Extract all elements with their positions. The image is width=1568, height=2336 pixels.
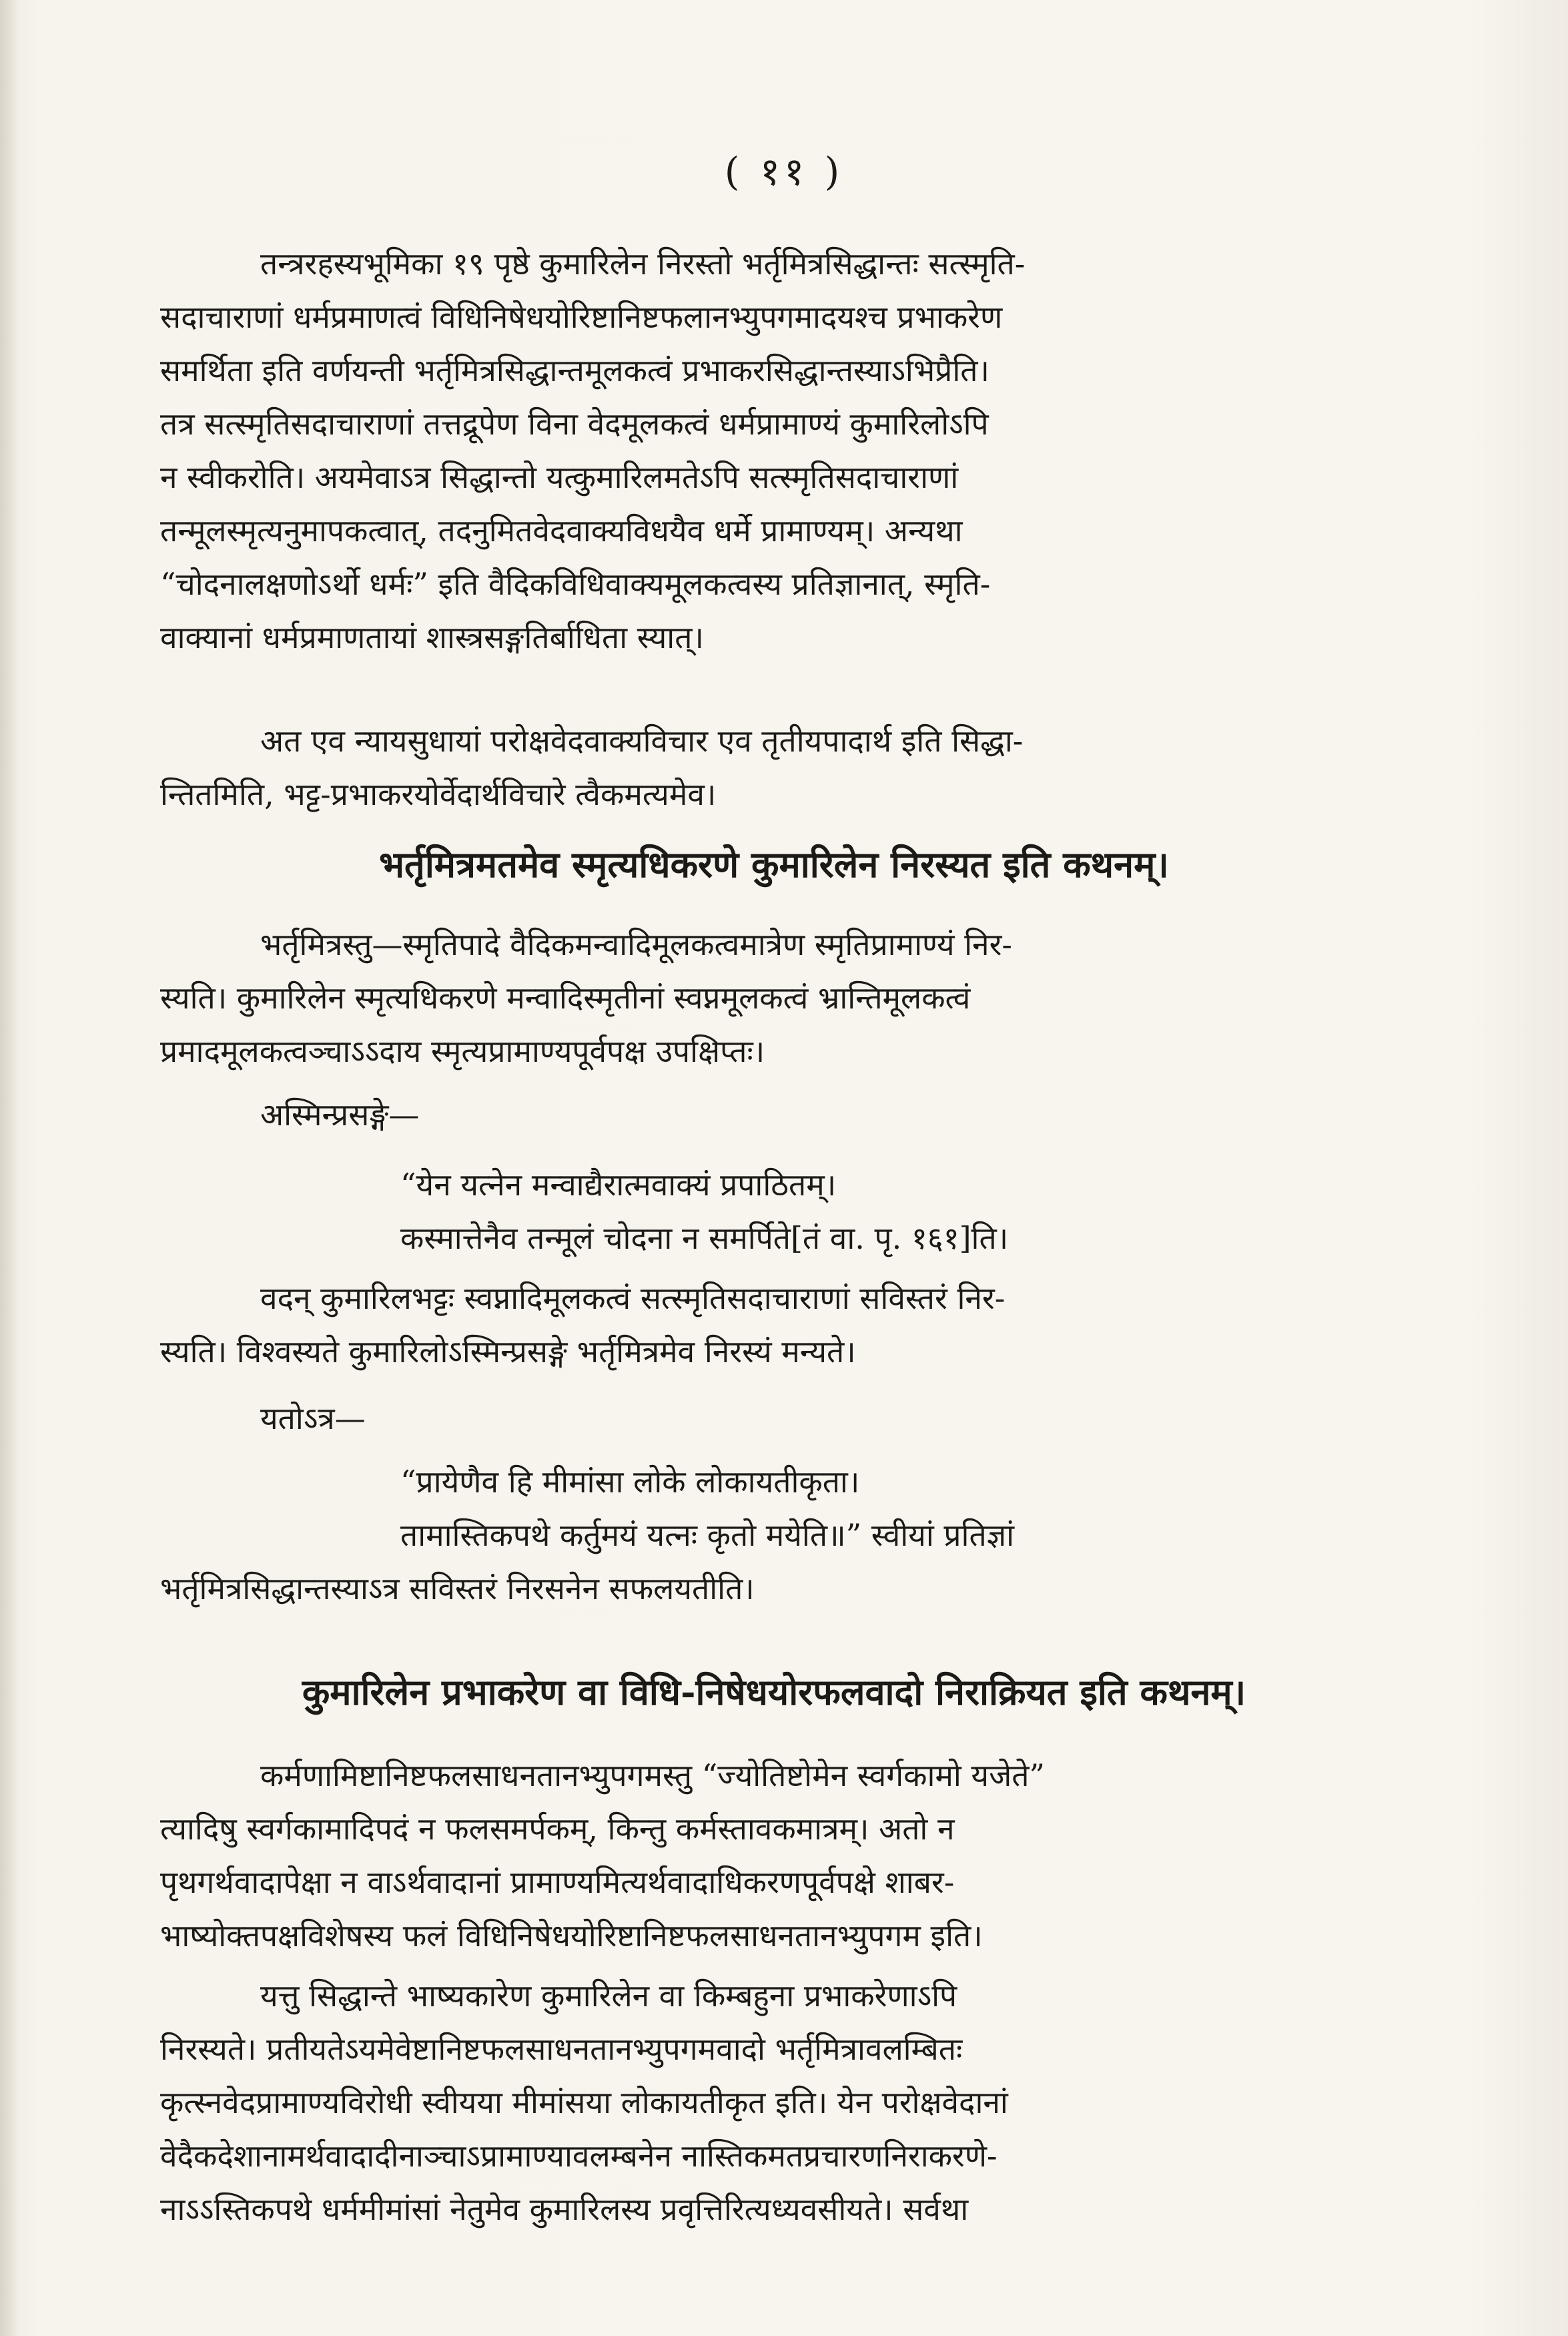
- text-line: न स्वीकरोति। अयमेवाऽत्र सिद्धान्तो यत्कुमारिलमतेऽपि सत्स्मृतिसदाचाराणां: [160, 459, 959, 495]
- verse-line: कस्मात्तेनैव तन्मूलं चोदना न समर्पिते[तं वा. पृ. १६१]ति।: [400, 1220, 1009, 1256]
- context-intro-2: [160, 1392, 1388, 1445]
- text-line: यत्तु सिद्धान्ते भाष्यकारेण कुमारिलेन वा किम्बहुना प्रभाकरेणाऽपि: [260, 1978, 957, 2014]
- text-line: स्यति। कुमारिलेन स्मृत्यधिकरणे मन्वादिस्मृतीनां स्वप्नमूलकत्वं भ्रान्तिमूलकत्वं: [160, 980, 971, 1016]
- verse-line: “प्रायेणैव हि मीमांसा लोके लोकायतीकृता।: [400, 1464, 860, 1500]
- text-line: वेदैकदेशानामर्थवादादीनाञ्चाऽप्रामाण्यावलम्बनेन नास्तिकमतप्रचारणनिराकरणे-: [160, 2138, 998, 2174]
- text-line: “चोदनालक्षणोऽर्थो धर्मः” इति वैदिकविधिवाक्यमूलकत्वस्य प्रतिज्ञानात्, स्मृति-: [160, 566, 991, 602]
- text-line: भर्तृमित्रस्तु—स्मृतिपादे वैदिकमन्वादिमूलकत्वमात्रेण स्मृतिप्रामाण्यं निर-: [260, 926, 1012, 962]
- text-line: वदन् कुमारिलभट्टः स्वप्नादिमूलकत्वं सत्स्मृतिसदाचाराणां सविस्तरं निर-: [260, 1280, 1006, 1316]
- text-line: निरस्यते। प्रतीयतेऽयमेवेष्टानिष्टफलसाधनतानभ्युपगमवादो भर्तृमित्रावलम्बितः: [160, 2031, 963, 2067]
- context-intro: [160, 1088, 1388, 1141]
- paragraph-4: [160, 1271, 1388, 1378]
- verse-line: तामास्तिकपथे कर्तुमयं यत्नः कृतो मयेति॥” स्वीयां प्रतिज्ञां: [400, 1517, 1015, 1553]
- text-line: तत्र सत्स्मृतिसदाचाराणां तत्तद्रूपेण विना वेदमूलकत्वं धर्मप्रामाण्यं कुमारिलोऽपि: [160, 406, 989, 442]
- verse-2: [160, 1455, 1388, 1615]
- verse-1: [160, 1158, 1388, 1265]
- text-line: भाष्योक्तपक्षविशेषस्य फलं विधिनिषेधयोरिष्टानिष्टफलसाधनतानभ्युपगम इति।: [160, 1918, 983, 1954]
- text-line: प्रमादमूलकत्वञ्चाऽऽदाय स्मृत्यप्रामाण्यपूर्वपक्ष उपक्षिप्तः।: [160, 1033, 765, 1069]
- text-line: तन्मूलस्मृत्यनुमापकत्वात्, तदनुमितवेदवाक्यविधयैव धर्मे प्रामाण्यम्। अन्यथा: [160, 513, 963, 549]
- paragraph-6: [160, 1749, 1388, 1962]
- section-heading-2: कुमारिलेन प्रभाकरेण वा विधि-निषेधयोरफलवादो निराक्रियत इति कथनम्।: [302, 1671, 1246, 1713]
- text-line: कृत्स्नवेदप्रामाण्यविरोधी स्वीयया मीमांसया लोकायतीकृत इति। येन परोक्षवेदानां: [160, 2084, 1008, 2120]
- text-line: स्यति। विश्वस्यते कुमारिलोऽस्मिन्प्रसङ्गे भर्तृमित्रमेव निरस्यं मन्यते।: [160, 1334, 856, 1370]
- text-line: न्तितमिति, भट्ट-प्रभाकरयोर्वेदार्थविचारे त्वैकमत्यमेव।: [160, 776, 717, 812]
- text-line: कर्मणामिष्टानिष्टफलसाधनतानभ्युपगमस्तु “ज्योतिष्टोमेन स्वर्गकामो यजेते”: [260, 1757, 1045, 1793]
- paragraph-7: [160, 1969, 1388, 2236]
- text-line: अत एव न्यायसुधायां परोक्षवेदवाक्यविचार एव तृतीयपादार्थ इति सिद्धा-: [260, 723, 1024, 759]
- text-line: त्यादिषु स्वर्गकामादिपदं न फलसमर्पकम्, किन्तु कर्मस्तावकमात्रम्। अतो न: [160, 1811, 955, 1847]
- text-line: अस्मिन्प्रसङ्गे—: [260, 1097, 420, 1133]
- paragraph-1: [160, 237, 1388, 664]
- text-line: तन्त्ररहस्यभूमिका १९ पृष्ठे कुमारिलेन निरस्तो भर्तृमित्रसिद्धान्तः सत्स्मृति-: [260, 246, 1026, 282]
- text-line: भर्तृमित्रसिद्धान्तस्याऽत्र सविस्तरं निरसनेन सफलयतीति।: [160, 1570, 755, 1607]
- verse-line: “येन यत्नेन मन्वाद्यैरात्मवाक्यं प्रपाठितम्।: [400, 1167, 837, 1203]
- paragraph-2: [160, 714, 1388, 821]
- text-line: पृथगर्थवादापेक्षा न वाऽर्थवादानां प्रामाण्यमित्यर्थवादाधिकरणपूर्वपक्षे शाबर-: [160, 1864, 955, 1900]
- paragraph-3: [160, 918, 1388, 1078]
- scan-edge: [0, 0, 19, 2336]
- page-number: ( ११ ): [724, 149, 844, 194]
- text-line: समर्थिता इति वर्णयन्ती भर्तृमित्रसिद्धान्तमूलकत्वं प्रभाकरसिद्धान्तस्याऽभिप्रैति।: [160, 352, 990, 388]
- text-line: नाऽऽस्तिकपथे धर्ममीमांसां नेतुमेव कुमारिलस्य प्रवृत्तिरित्यध्यवसीयते। सर्वथा: [160, 2191, 969, 2227]
- section-heading-1: भर्तृमित्रमतमेव स्मृत्यधिकरणे कुमारिलेन निरस्यत इति कथनम्।: [379, 843, 1169, 886]
- text-line: यतोऽत्र—: [260, 1400, 366, 1436]
- text-line: वाक्यानां धर्मप्रमाणतायां शास्त्रसङ्गतिर्बाधिता स्यात्।: [160, 619, 704, 655]
- text-line: सदाचाराणां धर्मप्रमाणत्वं विधिनिषेधयोरिष्टानिष्टफलानभ्युपगमादयश्च प्रभाकरेण: [160, 299, 1003, 335]
